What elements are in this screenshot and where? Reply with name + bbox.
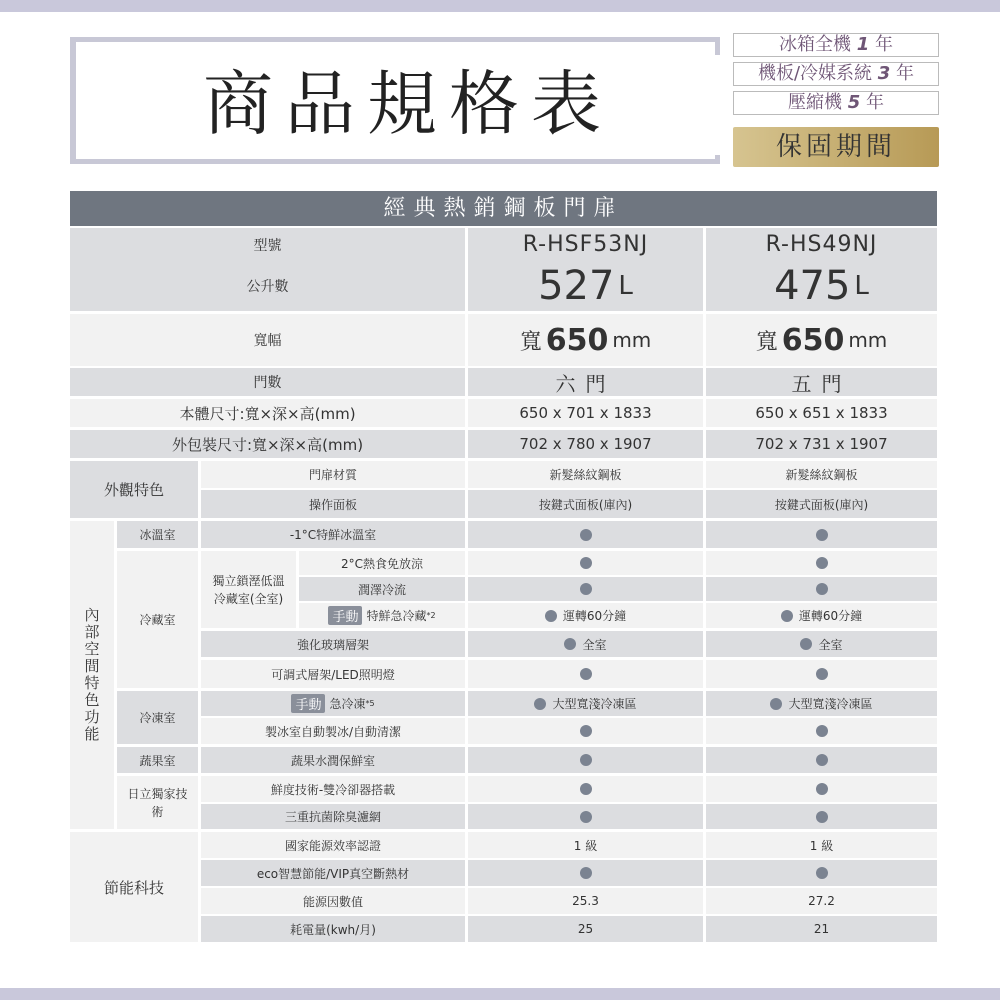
veg-row: 蔬果水潤保鮮室: [201, 747, 937, 773]
warranty-badge: 保固期間: [733, 127, 939, 167]
check-dot: [580, 867, 592, 879]
eco-row: eco智慧節能/VIP真空斷熱材: [201, 860, 937, 886]
quick-freeze-row: 手動 急冷凍 *5 大型寬淺冷凍區 大型寬淺冷凍區: [201, 691, 937, 716]
doors-row: 門數 六門 五門: [70, 368, 937, 396]
liters-row: 公升數 527 L 475 L: [70, 261, 937, 311]
moist-cool-row: 潤澤冷流: [299, 577, 937, 601]
check-dot: [534, 698, 546, 710]
warranty-box: [733, 33, 939, 165]
model-1: R-HSF53NJ: [522, 232, 649, 257]
check-dot: [816, 783, 828, 795]
check-dot: [580, 811, 592, 823]
check-dot: [816, 557, 828, 569]
check-dot: [580, 583, 592, 595]
check-dot: [816, 867, 828, 879]
bottom-frame-bar: [0, 988, 1000, 1000]
check-dot: [580, 557, 592, 569]
glass-shelf-row: 強化玻璃層架 全室 全室: [201, 631, 937, 657]
warm-food-row: 2°C熱食免放涼: [299, 551, 937, 575]
energy-group: 節能科技: [70, 832, 198, 942]
chill-row: -1°C特鮮冰溫室: [201, 521, 937, 548]
manual-badge: 手動: [328, 606, 362, 625]
check-dot: [770, 698, 782, 710]
auto-ice-row: 製冰室自動製冰/自動清潔: [201, 718, 937, 744]
check-dot: [816, 811, 828, 823]
top-frame-bar: [0, 0, 1000, 12]
model-row: 型號 R-HSF53NJ R-HS49NJ: [70, 228, 937, 261]
warranty-line-3: 壓縮機 5 年: [733, 91, 939, 115]
check-dot: [816, 529, 828, 541]
panel-row: 操作面板 按鍵式面板(庫內) 按鍵式面板(庫內): [201, 490, 937, 518]
check-dot: [580, 783, 592, 795]
rapid-chill-row: 手動 特鮮急冷藏 *2 運轉60分鐘 運轉60分鐘: [299, 603, 937, 628]
check-dot: [580, 754, 592, 766]
page-title: 商品規格表: [203, 63, 613, 145]
interior-group: 內部空間特色功能: [70, 521, 114, 829]
warranty-line-1: 冰箱全機 1 年: [733, 33, 939, 57]
check-dot: [816, 725, 828, 737]
manual-badge: 手動: [291, 694, 325, 713]
check-dot: [580, 668, 592, 680]
check-dot: [564, 638, 576, 650]
power-row: 耗電量(kwh/月) 25 21: [201, 916, 937, 942]
check-dot: [816, 583, 828, 595]
title-frame: [70, 37, 720, 164]
check-dot: [580, 725, 592, 737]
cert-row: 國家能源效率認證 1 級 1 級: [201, 832, 937, 858]
pack-size-row: 外包裝尺寸:寬×深×高(mm) 702 x 780 x 1907 702 x 731 x 1907: [70, 430, 937, 458]
factor-row: 能源因數值 25.3 27.2: [201, 888, 937, 914]
check-dot: [781, 610, 793, 622]
check-dot: [816, 754, 828, 766]
model-2: R-HS49NJ: [765, 232, 878, 257]
filter-row: 三重抗菌除臭濾網: [201, 804, 937, 829]
adjustable-shelf-row: 可調式層架/LED照明燈: [201, 660, 937, 688]
door-material-row: 門扉材質 新髮絲紋鋼板 新髮絲紋鋼板: [201, 461, 937, 488]
freshness-row: 鮮度技術-雙冷卻器搭載: [201, 776, 937, 802]
body-size-row: 本體尺寸:寬×深×高(mm) 650 x 701 x 1833 650 x 651 x 1833: [70, 399, 937, 427]
check-dot: [545, 610, 557, 622]
warranty-line-2: 機板/冷媒系統 3 年: [733, 62, 939, 86]
check-dot: [580, 529, 592, 541]
appearance-group: 外觀特色: [70, 461, 198, 518]
width-row: 寬幅 寬 650 mm 寬 650 mm: [70, 314, 937, 366]
check-dot: [800, 638, 812, 650]
check-dot: [816, 668, 828, 680]
table-header: 經典熱銷鋼板門扉: [70, 191, 937, 226]
